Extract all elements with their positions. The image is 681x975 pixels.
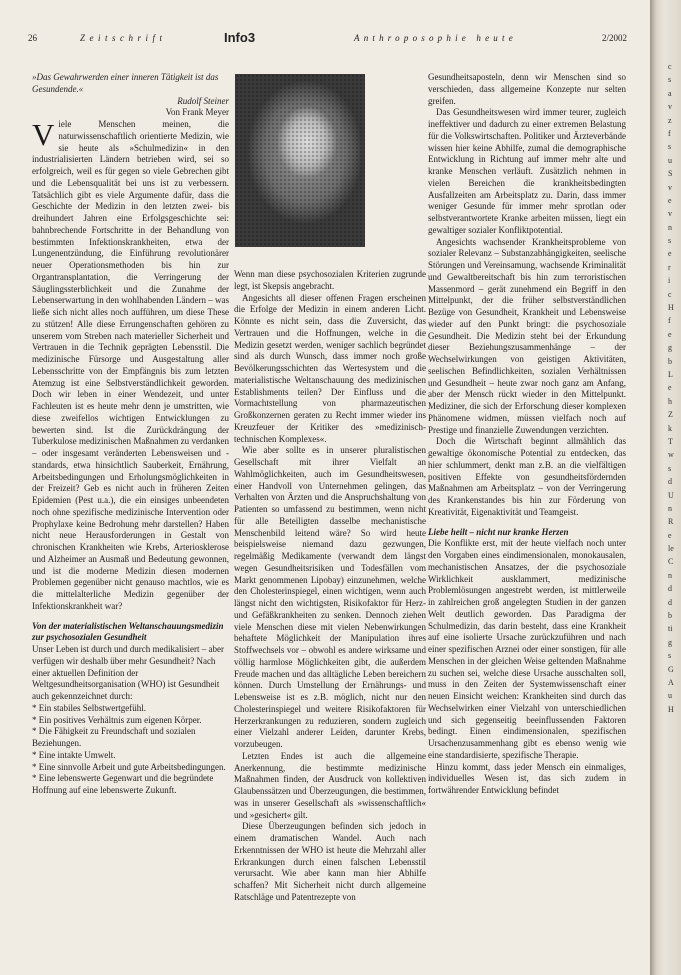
column-left (32, 72, 229, 797)
edge-letter: z (668, 115, 672, 125)
edge-letter: L (668, 369, 673, 379)
facing-page-letters (668, 60, 680, 716)
edge-letter: w (668, 450, 674, 460)
edge-letter: c (668, 289, 672, 299)
edge-letter: H (668, 303, 674, 313)
paragraph: Gesundheitsaposteln, denn wir Menschen sind so verschieden, dass allgemeine Konzepte nur selten greifen. (428, 72, 626, 106)
edge-letter: le (668, 544, 674, 554)
who-criteria-list (32, 703, 229, 797)
paragraph: Unser Leben ist durch und durch medikalisiert – aber verfügen wir deshalb über mehr Gesundheit? Nach einer aktuellen Definition der Weltgesundheitsorganisation (WHO) ist Gesundheit auch gekennzeichnet durch: (32, 644, 224, 701)
edge-letter: k (668, 423, 672, 433)
edge-letter: d (668, 597, 672, 607)
edge-letter: a (668, 88, 672, 98)
edge-letter: e (668, 249, 672, 259)
column-right (428, 72, 626, 797)
edge-letter: s (668, 463, 672, 473)
epigraph-quote: »Das Gewahrwerden einer inneren Tätigkeit ist das Gesundende.« (32, 72, 219, 94)
edge-letter: f (668, 128, 671, 138)
edge-letter: e (668, 530, 672, 540)
subheading-right: Liebe heilt – nicht nur kranke Herzen (428, 526, 569, 537)
page-header (28, 30, 628, 46)
paragraph: Doch die Wirtschaft beginnt allmählich das gewaltige ökonomische Potential zu entdecken, das hier schlummert, denkt man z.B. an die vielfältigen positiven Effekte von gesundheitsfördernden Maßnahmen am Arbeitsplatz – von der Verringerung des Krankenstandes bis hin zur Förderung von Kreativität, Eigenaktivität und Teamgeist. (428, 436, 626, 517)
page-number: 26 (28, 33, 37, 43)
edge-letter: e (668, 195, 672, 205)
intro-paragraph (32, 119, 229, 613)
edge-letter: n (668, 222, 672, 232)
edge-letter: n (668, 570, 672, 580)
edge-letter: g (668, 343, 672, 353)
edge-letter: d (668, 584, 672, 594)
edge-letter: b (668, 611, 672, 621)
list-item: * Eine sinnvolle Arbeit und gute Arbeitsbedingungen. (32, 761, 226, 772)
magazine-subtitle: Anthroposophie heute (354, 33, 517, 43)
magazine-name: Zeitschrift (80, 33, 167, 43)
edge-letter: s (668, 236, 672, 246)
author-byline: Von Frank Meyer (165, 107, 229, 118)
paragraph: Wenn man diese psychosozialen Kriterien zugrunde legt, ist Skepsis angebracht. (234, 269, 426, 291)
edge-letter: g (668, 637, 672, 647)
edge-letter: G (668, 664, 674, 674)
paragraph: Angesichts all dieser offenen Fragen erscheinen die Erfolge der Medizin in einem anderen Licht. Könnte es nicht sein, dass die Zuversicht, das Vertrauen und die Hoffnungen, welche in die Medizin gesetzt werden, weniger sachlich begründet sind als durch Wunsch, dass immer noch große Bevölkerungsschichten das Wertesystem und die materialistische Weltanschauung des medizinischen Establishments teilen? Der Einfluss und die Vormachtstellung von pharmazeutischen Großkonzernen geraten zu Recht immer wieder ins Kreuzfeuer der Kritiker des »medizinisch-technischen Komplexes«. (234, 292, 426, 444)
column-middle (234, 269, 426, 904)
edge-letter: s (668, 75, 672, 85)
edge-letter: C (668, 557, 674, 567)
list-item: * Ein positives Verhältnis zum eigenen Körper. (32, 714, 202, 725)
edge-letter: f (668, 316, 671, 326)
edge-letter: v (668, 102, 672, 112)
edge-letter: s (668, 651, 672, 661)
list-item: * Eine intakte Umwelt. (32, 749, 116, 760)
edge-letter: ti (668, 624, 673, 634)
edge-letter: d (668, 477, 672, 487)
edge-letter: u (668, 155, 672, 165)
edge-letter: e (668, 383, 672, 393)
paragraph: Diese Überzeugungen befinden sich jedoch in einem dramatischen Wandel. Auch nach Erkenntnissen der WHO ist heute die Mehrzahl aller Erkrankungen durch einen falschen Lebensstil verursacht. Wie aber kann man hier Abhilfe schaffen? Mit Sicherheit nicht durch allgemeine Ratschläge und Patentrezepte von (234, 821, 426, 902)
issue-number: 2/2002 (602, 33, 628, 43)
edge-letter: A (668, 677, 674, 687)
edge-letter: S (668, 169, 673, 179)
edge-letter: r (668, 262, 671, 272)
edge-letter: h (668, 396, 672, 406)
paragraph: Das Gesundheitswesen wird immer teurer, zugleich ineffektiver und dadurch zu einer extremen Belastung für die Volkswirtschaften. Politiker und Ärzteverbände wissen hier keine Abhilfe, zumal die demographische Entwicklung in Richtung auf immer mehr alte und kranke Menschen verläuft. Zusätzlich nehmen in vielen Bereichen die krankheitsbedingten Ausfallzeiten am Arbeitsplatz zu. Darin, dass immer weniger Gesunde für immer mehr sprotlan oder selbstverantwortete Kranke arbeiten müssen, liegt ein gewaltiger sozialer Konfliktpotential. (428, 107, 626, 235)
intro-text: iele Menschen meinen, die naturwissenschaftlich orientierte Medizin, wie sie heute als »Schulmedizin« in den industrialisierten Ländern betrieben wird, sei so erfolgreich, weil es für gegen so viele Gebrechen gibt und die Lebensqualität bei uns ist zu verbessern. Tatsächlich gibt es viele Argumente dafür, dass die Geschichte der Medizin in den letzten zwei- bis dreihundert Jahren eine Erfolgsgeschichte sei: bahnbrechende Fortschritte in der Behandlung von bestimmten Infektionskrankheiten, etwa der Lungenentzündung, die Einführung revolutionärer neuer Operationsmethoden bis hin zur Organtransplantation, die Verringerung der Säuglingssterblichkeit und die Zunahme der Lebenserwartung in den wohlhabenden Ländern – was ließe sich nicht alles noch aufführen, um diese These zu stützen! Alle diese Errungenschaften gehören zu unserem vom Streben nach materieller Sicherheit und Vertrauen in die Technik geprägten Lebensstil. Die medizinische Fürsorge und Ausgestaltung aller Lebensschritte von der Empfängnis bis zum letzten Atemzug ist eine Selbstverständlichkeit geworden. Doch wir leben in einer Wendezeit, und unter Fachleuten ist es heute mehr denn je umstritten, wie diese zweifellos wichtigen Entwicklungen zu bewerten sind. Ist die Zurückdrängung der Tuberkulose medizinischen Maßnahmen zu verdanken – oder insgesamt veränderten Lebensweisen und -standards, etwa hinsichtlich Sauberkeit, Ernährung, Arbeitsbedingungen und Erholungsmöglichkeiten in der Freizeit? Geb es nicht auch in früheren Zeiten Epidemien (Pest u.a.), die ein einsiges unbeendeten noch ohne spezifische medizinische Intervention oder Prophylaxe keine Bedrohung mehr darstellen? Haben nicht neue Herausforderungen in Gestalt von chronischen Krankheiten wie Krebs, Arteriosklerose und Alzheimer an Ausmaß und Bedeutung gewonnen, und ist die moderne Medizin diesen modernen Problemen gegenüber nicht genauso machtlos, wie es die mittelalterliche Medizin gegenüber der Infektionskrankheit war? (32, 119, 229, 611)
edge-letter: i (668, 276, 671, 286)
edge-letter: v (668, 209, 672, 219)
paragraph: Die Konflikte erst, mit der heute vielfach noch unter den Vorgaben eines eindimensionalen, monokausalen, mechanistischen Ansatzes, der die psychosoziale Wirklichkeit ausklammert, medizinische Problemlösungen angestrebt werden, ist mittlerweile in zahlreichen groß angelegten Studien in der ganzen Welt deutlich geworden. Das Paradigma der Schulmedizin, das darin besteht, dass eine Krankheit auf eine isolierte Ursache zurückzuführen und nach einer spezifischen Arznei oder einer sonstigen, für alle Menschen in der gleichen Weise geltenden Maßnahme zu suchen sei, welche diese Ursache ausschalten soll, muss in den Zeiten der Systemwissenschaft einer neuen Einsicht weichen: Krankheiten sind durch das Wechselwirken einer Vielzahl von unterschiedlichen und sich gegenseitig beeinflussenden Faktoren bedingt. Einen eindimensionalen, spezifischen Ursachenzusammenhang gibt es ebenso wenig wie eine standardisierte, spezifische Therapie. (428, 538, 626, 760)
list-item: * Die Fähigkeit zu Freundschaft und sozialen Beziehungen. (32, 726, 196, 748)
info3-logo: Info3 (224, 30, 256, 45)
paragraph: Hinzu kommt, dass jeder Mensch ein einmaliges, individuelles Wesen ist, das sich zudem in fortwährender Entwicklung befindet (428, 761, 626, 795)
epigraph-author: Rudolf Steiner (177, 95, 229, 106)
subheading-left: Von der materialistischen Weltanschauungsmedizin zur psychosozialen Gesundheit (32, 620, 224, 643)
list-item: * Ein stabiles Selbstwertgefühl. (32, 702, 146, 713)
edge-letter: R (668, 517, 674, 527)
edge-letter: b (668, 356, 672, 366)
edge-letter: U (668, 490, 674, 500)
edge-letter: u (668, 691, 672, 701)
edge-letter: T (668, 436, 673, 446)
paragraph: Angesichts wachsender Krankheitsprobleme von sozialer Relevanz – Substanzabhängigkeiten, seelische Störungen und Vereinsamung, wachsende Kriminalität und Gewaltbereitschaft bis hin zum terroristischen Massenmord – gerät zunehmend ein Begriff in den Mittelpunkt, der die früher selbstverständlichen Bezüge von Gesundheit, Krankheit und Lebensweise wieder auf den Punkt bringt: die psychosoziale Gesundheit. Die Medizin steht bei der Erkundung dieser Beziehungszusammenhänge – der Wechselwirkungen von geistigen Aktivitäten, seelischen Befindlichkeiten, sozialen Verhältnissen und Gesundheit – heute zwar noch ganz am Anfang, aber der Mensch rückt wieder in den Mittelpunkt. Mediziner, die sich der Erforschung dieser komplexen Phänomene widmen, müssen vielfach noch auf Prestige und finanzielle Zuwendungen verzichten. (428, 236, 626, 435)
edge-letter: n (668, 503, 672, 513)
list-item: * Eine lebenswerte Gegenwart und die begründete Hoffnung auf eine lebenswerte Zukunft. (32, 773, 214, 795)
edge-letter: e (668, 329, 672, 339)
edge-letter: Z (668, 410, 673, 420)
edge-letter: c (668, 62, 672, 71)
paragraph: Letzten Endes ist auch die allgemeine Anerkennung, die bestimmte medizinische Maßnahmen finden, der Ausdruck von kollektiven Glaubenssätzen und Überzeugungen, die bestimmen, was in unserer Gesellschaft als »wissenschaftlich« und »gesichert« gilt. (234, 750, 426, 820)
edge-letter: s (668, 142, 672, 152)
drop-cap: V (32, 117, 55, 152)
paragraph: Wie aber sollte es in unserer pluralistischen Gesellschaft mit ihrer Vielfalt an Wahlmöglichkeiten, auch im Gesundheitswesen, einer Handvoll von Unternehmen gelingen, das Verhalten von Ärzten und die Anspruchshaltung von Patienten so umfassend zu bestimmen, wenn nicht für alle Beteiligten dasselbe mechanistische Menschenbild leitend wäre? So wird heute beispielsweise niemand dazu gezwungen, regelmäßig Medikamente (verwandt dem längst wegen Gesundheitsrisiken und Todesfällen vom Markt genommenen Lipobay) einzunehmen, welche den Cholesterinspiegel, einen wichtigen, wenn auch längst nicht den wichtigsten, Risikofaktor für Herz- und Gefäßkrankheiten zu senken. Dennoch ziehen viele Menschen diese mit vielen Nebenwirkungen behaftete Möglichkeit der Manipulation ihres Stoffwechsels vor – obwohl es andere wirksame und völlig harmlose Möglichkeiten gibt, die außerdem Freude machen und das alltägliche Leben bereichern können. Durch Umstellung der Ernährungs- und Lebensweise ist es z.B. möglich, nicht nur den Cholesterinspiegel und weitere Risikofaktoren für Herzerkrankungen zu reduzieren, sondern zugleich einer Vielzahl anderer Leiden, darunter Krebs, vorzubeugen. (234, 445, 426, 749)
edge-letter: H (668, 704, 674, 714)
edge-letter: v (668, 182, 672, 192)
article-photo (235, 74, 365, 247)
